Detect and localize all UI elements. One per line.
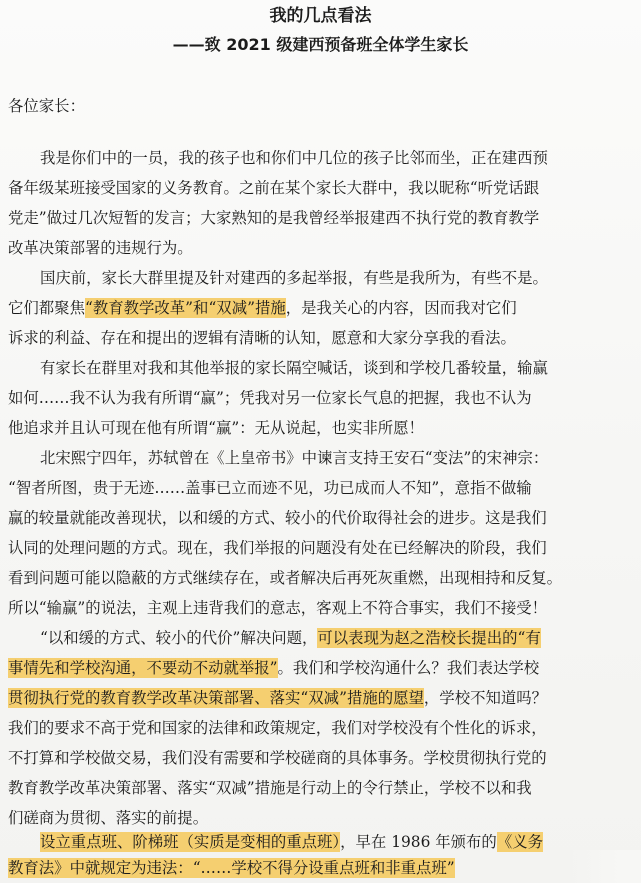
paragraph-1-line-3: 党走”做过几次短暂的发言；大家熟知的是我曾经举报建西不执行党的教育教学 [8, 209, 540, 227]
paragraph-2-line-1: 国庆前，家长大群里提及针对建西的多起举报，有些是我所为，有些不是。 [40, 269, 548, 287]
paragraph-5-line-5: 不打算和学校做交易，我们没有需要和学校磋商的具体事务。学校贯彻执行党的 [8, 749, 547, 767]
paragraph-5-line-7: 们磋商为贯彻、落实的前提。 [8, 809, 209, 827]
paragraph-4-line-2: “智者所图，贵于无迹……盖事已立而迹不见，功已成而人不知”，意指不做输 [8, 479, 532, 497]
highlight-key-classes: 设立重点班、阶梯班（实质是变相的重点班） [40, 833, 341, 851]
highlight-principal-quote-end: 事情先和学校沟通，不要动不动就举报” [8, 659, 278, 677]
paragraph-4-line-6: 所以“输赢”的说法，主观上违背我们的意志，客观上不符合事实，我们不接受！ [8, 599, 548, 617]
highlight-law-title-start: 《义务 [496, 833, 543, 851]
paragraph-5-line-3: 贯彻执行党的教育教学改革决策部署、落实“双减”措施的愿望，学校不知道吗？ [8, 689, 548, 707]
paragraph-1-line-1: 我是你们中的一员，我的孩子也和你们中几位的孩子比邻而坐，正在建西预 [40, 149, 548, 167]
salutation: 各位家长： [8, 97, 85, 115]
paragraph-5-line-2: 事情先和学校沟通，不要动不动就举报”。我们和学校沟通什么？我们表达学校 [8, 659, 540, 677]
paragraph-2-line-3: 诉求的利益、存在和提出的逻辑有清晰的认知，愿意和大家分享我的看法。 [8, 329, 516, 347]
document-title: 我的几点看法 [269, 6, 372, 26]
paragraph-5-line-4: 我们的要求不高于党和国家的法律和政策规定，我们对学校没有个性化的诉求， [8, 719, 547, 737]
highlight-law-quote: 教育法》中就规定为违法：“……学校不得分设重点班和非重点班” [8, 859, 455, 877]
paragraph-5-line-6: 教育教学改革决策部署、落实“双减”措施是行动上的令行禁止，学校不以和我 [8, 779, 532, 797]
highlight-wish: 贯彻执行党的教育教学改革决策部署、落实“双减”措施的愿望 [8, 689, 424, 707]
paragraph-6-line-2 [8, 858, 455, 878]
paragraph-4-line-5: 看到问题可能以隐蔽的方式继续存在，或者解决后再死灰重燃，出现相持和反复。 [8, 569, 563, 587]
paragraph-3-line-1: 有家长在群里对我和其他举报的家长隔空喊话，谈到和学校几番较量，输赢 [40, 359, 548, 377]
paragraph-3-line-3: 他追求并且认可现在他有所谓“赢”：无从说起，也实非所愿！ [8, 419, 424, 437]
highlight-reform-measures: “教育教学改革”和“双减”措施 [84, 299, 286, 317]
page-edge-fade [571, 850, 641, 883]
paragraph-6-line-1: 设立重点班、阶梯班（实质是变相的重点班），早在 1986 年颁布的《义务 [40, 833, 543, 851]
paragraph-2-line-2: 它们都聚焦“教育教学改革”和“双减”措施，是我关心的内容，因而我对它们 [8, 299, 517, 317]
paragraph-4-line-1: 北宋熙宁四年，苏轼曾在《上皇帝书》中谏言支持王安石“变法”的宋神宗： [40, 449, 549, 467]
highlight-principal-quote-start: 可以表现为赵之浩校长提出的“有 [317, 629, 541, 647]
paragraph-4-line-4: 认同的处理问题的方式。现在，我们举报的问题没有处在已经解决的阶段，我们 [8, 539, 547, 557]
paragraph-1-line-2: 备年级某班接受国家的义务教育。之前在某个家长大群中，我以昵称“听党话跟 [8, 179, 540, 197]
paragraph-4-line-3: 赢的较量就能改善现状，以和缓的方式、较小的代价取得社会的进步。这是我们 [8, 509, 547, 527]
paragraph-5-line-1: “以和缓的方式、较小的代价”解决问题，可以表现为赵之浩校长提出的“有 [40, 629, 541, 647]
paragraph-3-line-2: 如何……我不认为我有所谓“赢”；凭我对另一位家长气息的把握，我也不认为 [8, 389, 532, 407]
paragraph-1-line-4: 改革决策部署的违规行为。 [8, 239, 193, 257]
document-subtitle: ——致 2021 级建西预备班全体学生家长 [172, 35, 469, 54]
